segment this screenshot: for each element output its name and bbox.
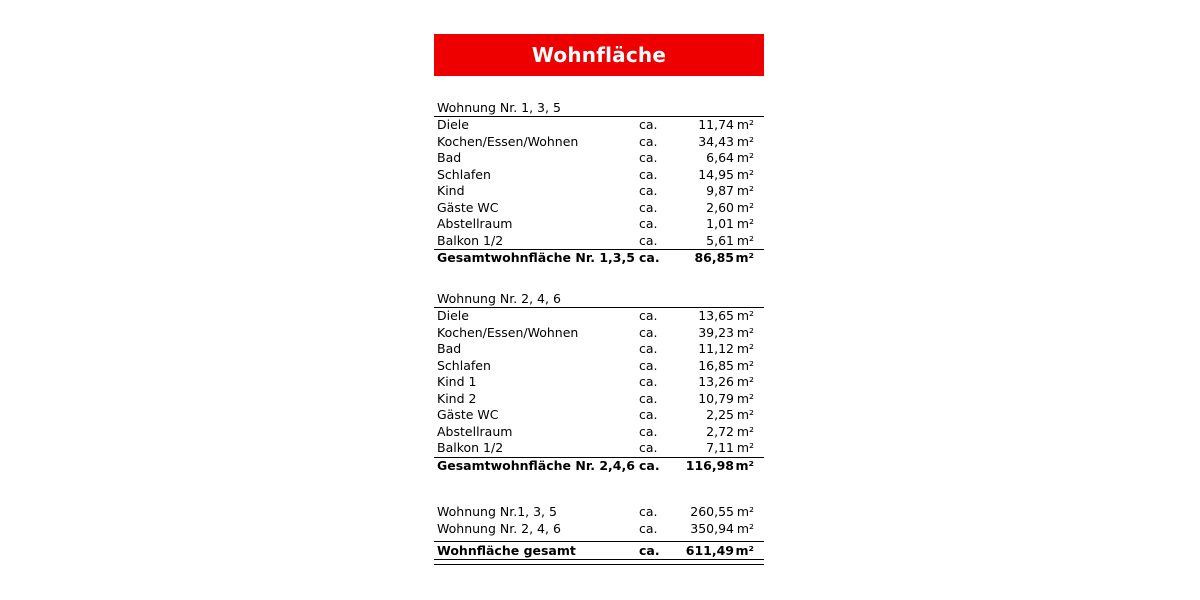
room-name: Bad <box>437 150 462 165</box>
table-row <box>434 341 764 358</box>
room-name: Abstellraum <box>437 216 513 231</box>
grand-total-row <box>434 541 764 559</box>
approx-label: ca. <box>639 520 658 536</box>
area-unit: m² <box>736 183 754 198</box>
room-name: Schlafen <box>437 166 491 182</box>
double-underline <box>434 559 764 565</box>
approx-label: ca. <box>639 357 658 373</box>
approx-label: ca. <box>639 199 658 215</box>
approx-label: ca. <box>639 341 658 356</box>
area-unit: m² <box>736 199 754 215</box>
table-row <box>434 150 764 167</box>
area-value: 6,64 <box>706 150 734 165</box>
area-value: 13,65 <box>698 308 734 323</box>
page-title: Wohnfläche <box>531 43 667 67</box>
approx-label: ca. <box>639 457 660 473</box>
summary-table <box>434 504 764 565</box>
apartment-table-1-3-5 <box>434 100 764 267</box>
room-name: Kochen/Essen/Wohnen <box>437 133 579 149</box>
room-name: Schlafen <box>437 357 491 373</box>
approx-label: ca. <box>639 374 658 389</box>
area-value: 11,12 <box>698 341 734 356</box>
grand-total-label: Wohnfläche gesamt <box>437 543 576 558</box>
area-unit: m² <box>736 374 754 389</box>
area-value: 11,74 <box>698 117 734 132</box>
room-name: Kind <box>437 183 465 198</box>
area-unit: m² <box>735 250 754 265</box>
room-name: Kochen/Essen/Wohnen <box>437 324 579 340</box>
table-row <box>434 358 764 375</box>
title-banner <box>434 34 764 76</box>
approx-label: ca. <box>639 543 660 558</box>
approx-label: ca. <box>639 117 658 132</box>
area-unit: m² <box>736 440 754 455</box>
table-row <box>434 407 764 424</box>
area-unit: m² <box>736 308 754 323</box>
total-row <box>434 249 764 267</box>
table-row <box>434 374 764 391</box>
table-row <box>434 134 764 151</box>
approx-label: ca. <box>639 150 658 165</box>
room-name: Balkon 1/2 <box>437 440 504 455</box>
area-unit: m² <box>736 357 754 373</box>
room-name: Balkon 1/2 <box>437 232 504 248</box>
area-unit: m² <box>736 407 754 422</box>
area-value: 34,43 <box>698 133 734 149</box>
total-row <box>434 457 764 475</box>
table-row <box>434 200 764 217</box>
approx-label: ca. <box>639 250 660 265</box>
area-unit: m² <box>736 341 754 356</box>
area-value: 2,72 <box>706 423 734 439</box>
table-row <box>434 521 764 538</box>
area-value: 9,87 <box>706 183 734 198</box>
room-name: Kind 1 <box>437 374 477 389</box>
approx-label: ca. <box>639 423 658 439</box>
area-value: 14,95 <box>698 166 734 182</box>
section-title: Wohnung Nr. 1, 3, 5 <box>434 100 764 117</box>
approx-label: ca. <box>639 216 658 231</box>
area-value: 5,61 <box>706 232 734 248</box>
area-value: 13,26 <box>698 374 734 389</box>
area-unit: m² <box>736 423 754 439</box>
table-row <box>434 183 764 200</box>
area-value: 10,79 <box>698 390 734 406</box>
room-name: Gäste WC <box>437 407 499 422</box>
approx-label: ca. <box>639 504 658 519</box>
table-rows <box>434 117 764 267</box>
table-row <box>434 391 764 408</box>
room-name: Kind 2 <box>437 390 477 406</box>
table-row <box>434 167 764 184</box>
area-value: 1,01 <box>706 216 734 231</box>
table-row <box>434 504 764 521</box>
area-unit: m² <box>736 324 754 340</box>
approx-label: ca. <box>639 133 658 149</box>
table-row <box>434 424 764 441</box>
area-unit: m² <box>736 232 754 248</box>
total-value: 86,85 <box>694 250 734 265</box>
table-row <box>434 325 764 342</box>
room-name: Diele <box>437 308 469 323</box>
area-value: 2,60 <box>706 199 734 215</box>
area-unit: m² <box>736 216 754 231</box>
grand-total-value: 611,49 <box>685 543 734 558</box>
table-row <box>434 233 764 250</box>
area-unit: m² <box>736 520 754 536</box>
approx-label: ca. <box>639 183 658 198</box>
section-title: Wohnung Nr. 2, 4, 6 <box>434 291 764 308</box>
table-rows <box>434 308 764 474</box>
area-value: 260,55 <box>690 504 734 519</box>
approx-label: ca. <box>639 440 658 455</box>
area-value: 2,25 <box>706 407 734 422</box>
area-value: 16,85 <box>698 357 734 373</box>
total-value: 116,98 <box>685 457 734 473</box>
room-name: Bad <box>437 341 462 356</box>
approx-label: ca. <box>639 166 658 182</box>
area-unit: m² <box>736 117 754 132</box>
total-label: Gesamtwohnfläche Nr. 2,4,6 <box>437 457 635 473</box>
approx-label: ca. <box>639 232 658 248</box>
area-unit: m² <box>736 133 754 149</box>
area-value: 39,23 <box>698 324 734 340</box>
table-row <box>434 440 764 457</box>
area-unit: m² <box>736 504 754 519</box>
room-name: Diele <box>437 117 469 132</box>
area-value: 350,94 <box>690 520 734 536</box>
summary-label: Wohnung Nr.1, 3, 5 <box>437 504 557 519</box>
room-name: Abstellraum <box>437 423 513 439</box>
area-unit: m² <box>736 166 754 182</box>
table-row <box>434 117 764 134</box>
summary-label: Wohnung Nr. 2, 4, 6 <box>437 520 561 536</box>
total-label: Gesamtwohnfläche Nr. 1,3,5 <box>437 250 635 265</box>
area-unit: m² <box>735 543 754 558</box>
approx-label: ca. <box>639 308 658 323</box>
table-row <box>434 216 764 233</box>
area-value: 7,11 <box>706 440 734 455</box>
area-unit: m² <box>736 390 754 406</box>
approx-label: ca. <box>639 390 658 406</box>
table-row <box>434 308 764 325</box>
approx-label: ca. <box>639 324 658 340</box>
apartment-table-2-4-6 <box>434 291 764 474</box>
approx-label: ca. <box>639 407 658 422</box>
room-name: Gäste WC <box>437 199 499 215</box>
area-unit: m² <box>736 150 754 165</box>
area-unit: m² <box>735 457 754 473</box>
